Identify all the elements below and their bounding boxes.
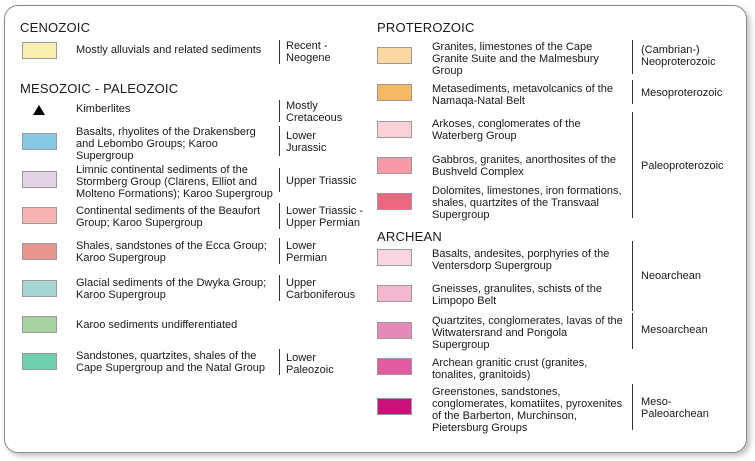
- desc-archean-4: Archean granitic crust (granites, tonalites, granitoids): [432, 357, 588, 381]
- age-proterozoic-paleo: Paleoproterozoic: [641, 160, 724, 172]
- age-mesozoic-2: Upper Triassic: [286, 175, 357, 187]
- age-archean-paleo: Meso- Paleoarchean: [641, 396, 709, 420]
- desc-mesozoic-2: Limnic continental sediments of the Stormberg Group (Clarens, Elliot and Molteno Formations); Karoo Supergroup: [76, 164, 273, 200]
- age-bracket: [279, 168, 280, 192]
- age-mesozoic-1: Lower Jurassic: [286, 130, 327, 154]
- age-mesozoic-5: Upper Carboniferous: [286, 277, 356, 301]
- swatch-archean-1: [377, 249, 412, 266]
- desc-archean-3: Quartzites, conglomerates, lavas of the Witwatersrand and Pongola Supergroup: [432, 315, 623, 351]
- desc-mesozoic-6: Karoo sediments undifferentiated: [76, 319, 238, 331]
- desc-proterozoic-5: Dolomites, limestones, iron formations, shales, quartzites of the Transvaal Supergroup: [432, 185, 622, 221]
- age-proterozoic-meso: Mesoproterozoic: [641, 87, 723, 99]
- desc-proterozoic-4: Gabbros, granites, anorthosites of the Bushveld Complex: [432, 154, 617, 178]
- age-bracket: [279, 238, 280, 264]
- swatch-archean-4: [377, 358, 412, 375]
- desc-archean-1: Basalts, andesites, porphyries of the Ventersdorp Supergroup: [432, 248, 610, 272]
- swatch-mesozoic-6: [22, 316, 57, 333]
- age-bracket: [632, 112, 633, 218]
- age-bracket: [632, 384, 633, 430]
- swatch-mesozoic-2: [22, 171, 57, 188]
- heading-archean: ARCHEAN: [377, 229, 442, 244]
- age-bracket: [632, 241, 633, 311]
- age-mesozoic-7: Lower Paleozoic: [286, 352, 334, 376]
- swatch-mesozoic-7: [22, 353, 57, 370]
- swatch-proterozoic-4: [377, 157, 412, 174]
- age-mesozoic-3: Lower Triassic - Upper Permian: [286, 205, 364, 229]
- age-bracket: [279, 100, 280, 122]
- desc-proterozoic-2: Metasediments, metavolcanics of the Namaqa-Natal Belt: [432, 83, 613, 107]
- swatch-proterozoic-2: [377, 84, 412, 101]
- age-bracket: [279, 126, 280, 156]
- desc-mesozoic-7: Sandstones, quartzites, shales of the Cape Supergroup and the Natal Group: [76, 350, 265, 374]
- swatch-proterozoic-5: [377, 193, 412, 210]
- desc-mesozoic-3: Continental sediments of the Beaufort Group; Karoo Supergroup: [76, 205, 261, 229]
- heading-mesozoic-paleozoic: MESOZOIC - PALEOZOIC: [20, 81, 179, 96]
- kimberlite-triangle-icon: [33, 105, 45, 115]
- age-bracket: [632, 313, 633, 349]
- desc-archean-2: Gneisses, granulites, schists of the Limpopo Belt: [432, 283, 602, 307]
- age-proterozoic-neo: (Cambrian-) Neoproterozoic: [641, 44, 716, 68]
- desc-mesozoic-5: Glacial sediments of the Dwyka Group; Karoo Supergroup: [76, 277, 267, 301]
- age-bracket: [279, 40, 280, 64]
- swatch-archean-5: [377, 398, 412, 415]
- age-bracket: [632, 40, 633, 74]
- age-bracket: [279, 275, 280, 301]
- swatch-mesozoic-1: [22, 133, 57, 150]
- age-bracket: [279, 349, 280, 375]
- age-archean-meso: Mesoarchean: [641, 324, 708, 336]
- age-archean-neo: Neoarchean: [641, 270, 701, 282]
- age-kimberlites: Mostly Cretaceous: [286, 100, 343, 124]
- desc-proterozoic-1: Granites, limestones of the Cape Granite Suite and the Malmesbury Group: [432, 41, 599, 77]
- swatch-archean-2: [377, 285, 412, 302]
- heading-proterozoic: PROTEROZOIC: [377, 20, 475, 35]
- desc-mesozoic-1: Basalts, rhyolites of the Drakensberg and Lebombo Groups; Karoo Supergroup: [76, 126, 256, 162]
- legend-frame: [4, 5, 747, 453]
- age-mesozoic-4: Lower Permian: [286, 240, 327, 264]
- swatch-mesozoic-3: [22, 207, 57, 224]
- swatch-proterozoic-1: [377, 47, 412, 64]
- desc-kimberlites: Kimberlites: [76, 103, 131, 115]
- desc-mesozoic-4: Shales, sandstones of the Ecca Group; Karoo Supergroup: [76, 240, 267, 264]
- swatch-mesozoic-4: [22, 243, 57, 260]
- swatch-mesozoic-5: [22, 280, 57, 297]
- swatch-proterozoic-3: [377, 121, 412, 138]
- desc-cenozoic-1: Mostly alluvials and related sediments: [76, 44, 262, 56]
- swatch-cenozoic-1: [22, 42, 57, 59]
- age-cenozoic-1: Recent - Neogene: [286, 40, 331, 64]
- heading-cenozoic: CENOZOIC: [20, 20, 91, 35]
- age-bracket: [632, 80, 633, 104]
- desc-archean-5: Greenstones, sandstones, conglomerates, komatiites, pyroxenites of the Barberton, Murchinson, Pietersburg Groups: [432, 386, 623, 434]
- age-bracket: [279, 203, 280, 229]
- desc-proterozoic-3: Arkoses, conglomerates of the Waterberg Group: [432, 118, 581, 142]
- swatch-archean-3: [377, 322, 412, 339]
